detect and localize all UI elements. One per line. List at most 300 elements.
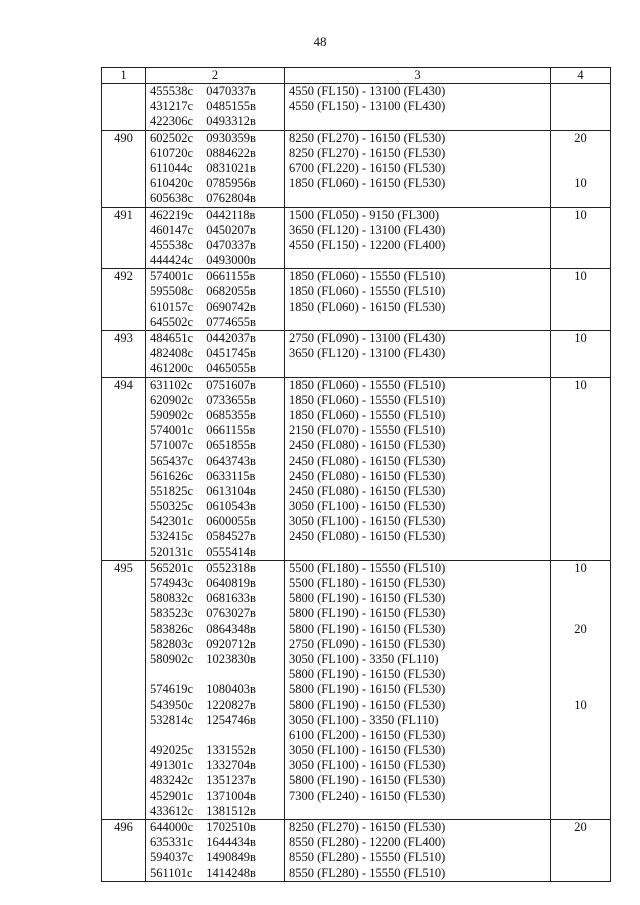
latitude: 580832c bbox=[150, 591, 194, 606]
group-row bbox=[102, 377, 611, 560]
coordinate-line bbox=[150, 131, 284, 146]
latitude: 595508c bbox=[150, 284, 194, 299]
coordinates-cell bbox=[146, 560, 285, 819]
value-line bbox=[551, 758, 610, 773]
value-line bbox=[551, 238, 610, 253]
latitude: 631102c bbox=[150, 377, 193, 392]
latitude: 462219c bbox=[150, 207, 194, 222]
coordinate-line bbox=[150, 698, 284, 713]
coordinate-line bbox=[150, 269, 284, 284]
altitude-range: 6700 (FL220) - 16150 (FL530) bbox=[289, 160, 446, 175]
value-line bbox=[551, 713, 610, 728]
latitude: 491301c bbox=[150, 758, 194, 773]
coordinate-line bbox=[150, 84, 284, 99]
coordinate-line bbox=[150, 713, 284, 728]
value-line bbox=[551, 84, 610, 99]
altitude-range bbox=[289, 361, 550, 376]
value-line: 10 bbox=[574, 697, 587, 712]
altitude-range bbox=[289, 253, 550, 268]
coordinate-line bbox=[150, 176, 284, 191]
coordinate-line bbox=[150, 866, 284, 881]
value-line bbox=[551, 529, 610, 544]
longitude: 0613104в bbox=[206, 483, 256, 498]
altitude-range bbox=[289, 114, 550, 129]
altitude-range bbox=[289, 545, 550, 560]
longitude: 1080403в bbox=[206, 682, 256, 697]
altitude-range: 1850 (FL060) - 15550 (FL510) bbox=[289, 377, 446, 392]
altitude-range: 2450 (FL080) - 16150 (FL530) bbox=[289, 483, 446, 498]
altitude-range: 5800 (FL190) - 16150 (FL530) bbox=[289, 667, 446, 682]
value-line bbox=[551, 223, 610, 238]
latitude: 583523c bbox=[150, 606, 194, 621]
longitude: 0470337в bbox=[206, 237, 256, 252]
latitude: 565201c bbox=[150, 560, 194, 575]
group-number: 495 bbox=[102, 560, 146, 819]
coordinate-line bbox=[150, 850, 284, 865]
coordinate-line bbox=[150, 789, 284, 804]
latitude: 571007c bbox=[150, 438, 194, 453]
altitude-range: 1850 (FL060) - 16150 (FL530) bbox=[289, 176, 446, 191]
coordinate-line bbox=[150, 514, 284, 529]
longitude: 1702510в bbox=[206, 820, 256, 834]
coordinate-line bbox=[150, 408, 284, 423]
value-line bbox=[551, 393, 610, 408]
value-cell bbox=[551, 331, 611, 378]
altitude-range bbox=[289, 191, 550, 206]
latitude: 433612c bbox=[150, 803, 194, 818]
longitude: 0884622в bbox=[206, 145, 256, 160]
value-line bbox=[551, 99, 610, 114]
longitude: 0552318в bbox=[206, 560, 256, 575]
value-cell bbox=[551, 130, 611, 207]
altitude-range: 3650 (FL120) - 13100 (FL430) bbox=[289, 222, 446, 237]
value-line bbox=[551, 454, 610, 469]
value-line bbox=[551, 850, 610, 865]
latitude: 542301c bbox=[150, 514, 194, 529]
coordinate-line bbox=[150, 484, 284, 499]
longitude: 0681633в bbox=[206, 591, 256, 606]
coordinate-line bbox=[150, 300, 284, 315]
longitude: 0763027в bbox=[206, 606, 256, 621]
coordinate-line bbox=[150, 146, 284, 161]
latitude: 532415c bbox=[150, 529, 194, 544]
value-line bbox=[551, 591, 610, 606]
altitude-range: 2750 (FL090) - 13100 (FL430) bbox=[289, 331, 446, 345]
coordinate-line bbox=[150, 773, 284, 788]
group-number: 490 bbox=[102, 130, 146, 207]
latitude: 543950c bbox=[150, 697, 194, 712]
altitude-cell bbox=[285, 84, 551, 131]
coordinate-line bbox=[150, 667, 284, 682]
latitude: 574619c bbox=[150, 682, 194, 697]
latitude: 561101c bbox=[150, 865, 193, 880]
value-line bbox=[551, 253, 610, 268]
coordinate-line bbox=[150, 622, 284, 637]
altitude-range: 2450 (FL080) - 16150 (FL530) bbox=[289, 468, 446, 483]
altitude-cell bbox=[285, 820, 551, 882]
altitude-range: 3050 (FL100) - 16150 (FL530) bbox=[289, 743, 446, 758]
latitude: 583826c bbox=[150, 621, 194, 636]
latitude: 645502c bbox=[150, 314, 194, 329]
latitude: 594037c bbox=[150, 850, 194, 865]
altitude-range: 5800 (FL190) - 16150 (FL530) bbox=[289, 697, 446, 712]
coordinate-line bbox=[150, 637, 284, 652]
longitude: 0493000в bbox=[206, 253, 256, 268]
value-line bbox=[551, 545, 610, 560]
coordinate-line bbox=[150, 346, 284, 361]
longitude: 0470337в bbox=[206, 84, 256, 98]
longitude: 0690742в bbox=[206, 299, 256, 314]
altitude-range: 8250 (FL270) - 16150 (FL530) bbox=[289, 820, 446, 834]
altitude-cell bbox=[285, 130, 551, 207]
group-number: 496 bbox=[102, 820, 146, 882]
value-line bbox=[551, 682, 610, 697]
latitude: 520131c bbox=[150, 544, 194, 559]
longitude: 0682055в bbox=[206, 284, 256, 299]
altitude-range: 3050 (FL100) - 3350 (FL110) bbox=[289, 712, 439, 727]
altitude-range bbox=[289, 804, 550, 819]
value-line bbox=[551, 804, 610, 819]
coordinate-line bbox=[150, 820, 284, 835]
value-line: 20 bbox=[574, 621, 587, 636]
latitude: 492025c bbox=[150, 743, 194, 758]
latitude: 483242c bbox=[150, 773, 194, 788]
altitude-range: 5800 (FL190) - 16150 (FL530) bbox=[289, 591, 446, 606]
latitude: 565437c bbox=[150, 453, 194, 468]
latitude: 444424c bbox=[150, 253, 194, 268]
value-line bbox=[551, 637, 610, 652]
value-line bbox=[551, 866, 610, 881]
group-row bbox=[102, 269, 611, 331]
coordinates-cell bbox=[146, 207, 285, 269]
altitude-range: 5800 (FL190) - 16150 (FL530) bbox=[289, 606, 446, 621]
coordinate-line bbox=[150, 652, 284, 667]
altitude-range: 1850 (FL060) - 15550 (FL510) bbox=[289, 284, 446, 299]
latitude: 455538c bbox=[150, 237, 194, 252]
longitude: 1332704в bbox=[206, 758, 256, 773]
coordinate-line bbox=[150, 529, 284, 544]
altitude-range: 4550 (FL150) - 13100 (FL430) bbox=[289, 99, 446, 114]
latitude: 610157c bbox=[150, 299, 194, 314]
value-line: 10 bbox=[574, 176, 587, 191]
coordinate-line bbox=[150, 223, 284, 238]
coordinate-line bbox=[150, 743, 284, 758]
longitude: 1490849в bbox=[206, 850, 256, 865]
altitude-range: 1850 (FL060) - 16150 (FL530) bbox=[289, 299, 446, 314]
longitude: 0920712в bbox=[206, 636, 256, 651]
altitude-cell bbox=[285, 269, 551, 331]
coordinate-line bbox=[150, 253, 284, 268]
coordinate-line bbox=[150, 438, 284, 453]
coordinate-line bbox=[150, 378, 284, 393]
altitude-range: 4550 (FL150) - 13100 (FL430) bbox=[289, 84, 446, 98]
altitude-range: 3050 (FL100) - 16150 (FL530) bbox=[289, 514, 446, 529]
coordinate-line bbox=[150, 208, 284, 223]
longitude: 1381512в bbox=[206, 803, 256, 818]
coordinate-line bbox=[150, 499, 284, 514]
longitude: 0600055в bbox=[206, 514, 256, 529]
value-line bbox=[551, 728, 610, 743]
altitude-range: 1850 (FL060) - 15550 (FL510) bbox=[289, 269, 446, 284]
longitude: 0651855в bbox=[206, 438, 256, 453]
coordinate-line bbox=[150, 161, 284, 176]
value-cell bbox=[551, 820, 611, 882]
coordinate-line bbox=[150, 393, 284, 408]
coordinates-cell bbox=[146, 820, 285, 882]
value-line bbox=[551, 361, 610, 376]
value-line bbox=[551, 576, 610, 591]
latitude: 635331c bbox=[150, 835, 194, 850]
value-line bbox=[551, 346, 610, 361]
longitude: 0584527в bbox=[206, 529, 256, 544]
latitude: 460147c bbox=[150, 222, 194, 237]
value-line bbox=[551, 408, 610, 423]
coordinate-line bbox=[150, 758, 284, 773]
altitude-range: 8250 (FL270) - 16150 (FL530) bbox=[289, 130, 446, 145]
value-line bbox=[551, 773, 610, 788]
value-line bbox=[551, 835, 610, 850]
altitude-range: 4550 (FL150) - 12200 (FL400) bbox=[289, 237, 446, 252]
coordinate-line bbox=[150, 114, 284, 129]
latitude: 610420c bbox=[150, 176, 194, 191]
longitude: 0831021в bbox=[206, 160, 256, 175]
latitude: 482408c bbox=[150, 346, 194, 361]
longitude: 0864348в bbox=[206, 621, 256, 636]
group-row bbox=[102, 331, 611, 378]
header-col-3: 3 bbox=[285, 68, 551, 84]
longitude: 0442118в bbox=[206, 207, 256, 222]
longitude: 1220827в bbox=[206, 697, 256, 712]
latitude: 620902c bbox=[150, 392, 194, 407]
value-line bbox=[551, 114, 610, 129]
altitude-range: 5800 (FL190) - 16150 (FL530) bbox=[289, 682, 446, 697]
coordinate-line bbox=[150, 331, 284, 346]
altitude-range: 5800 (FL190) - 16150 (FL530) bbox=[289, 621, 446, 636]
group-number: 492 bbox=[102, 269, 146, 331]
latitude: 551825c bbox=[150, 483, 194, 498]
coordinate-line bbox=[150, 99, 284, 114]
latitude: 580902c bbox=[150, 651, 194, 666]
altitude-range: 5800 (FL190) - 16150 (FL530) bbox=[289, 773, 446, 788]
altitude-range bbox=[289, 315, 550, 330]
altitude-range: 2450 (FL080) - 16150 (FL530) bbox=[289, 438, 446, 453]
latitude: 455538c bbox=[150, 84, 194, 98]
longitude: 0661155в bbox=[206, 423, 256, 438]
altitude-range: 2150 (FL070) - 15550 (FL510) bbox=[289, 423, 446, 438]
longitude: 1331552в bbox=[206, 743, 256, 758]
header-col-1: 1 bbox=[102, 68, 146, 84]
latitude: 582803c bbox=[150, 636, 194, 651]
longitude: 1023830в bbox=[206, 651, 256, 666]
coordinate-line bbox=[150, 606, 284, 621]
page-number: 48 bbox=[313, 34, 327, 49]
altitude-range: 1850 (FL060) - 15550 (FL510) bbox=[289, 407, 446, 422]
longitude: 0762804в bbox=[206, 191, 256, 206]
altitude-range: 2750 (FL090) - 16150 (FL530) bbox=[289, 636, 446, 651]
value-cell bbox=[551, 84, 611, 131]
group-number: 491 bbox=[102, 207, 146, 269]
latitude: 574943c bbox=[150, 576, 194, 590]
coordinates-cell bbox=[146, 269, 285, 331]
longitude: 0450207в bbox=[206, 222, 256, 237]
value-cell bbox=[551, 269, 611, 331]
group-number: 493 bbox=[102, 331, 146, 378]
latitude: 605638c bbox=[150, 191, 194, 206]
coordinate-line bbox=[150, 561, 284, 576]
longitude: 0451745в bbox=[206, 346, 256, 361]
longitude: 1644434в bbox=[206, 835, 256, 850]
value-line: 20 bbox=[574, 130, 587, 145]
coordinate-line bbox=[150, 284, 284, 299]
value-line bbox=[551, 300, 610, 315]
value-line bbox=[551, 667, 610, 682]
value-line bbox=[551, 743, 610, 758]
altitude-range: 6100 (FL200) - 16150 (FL530) bbox=[289, 727, 446, 742]
longitude: 1371004в bbox=[206, 788, 256, 803]
value-line bbox=[551, 606, 610, 621]
header-col-2: 2 bbox=[146, 68, 285, 84]
coordinate-line bbox=[150, 191, 284, 206]
latitude: 590902c bbox=[150, 407, 194, 422]
value-line bbox=[551, 161, 610, 176]
coordinate-line bbox=[150, 238, 284, 253]
coordinate-line bbox=[150, 804, 284, 819]
group-row bbox=[102, 207, 611, 269]
altitude-range: 3050 (FL100) - 16150 (FL530) bbox=[289, 499, 446, 514]
coordinate-line bbox=[150, 835, 284, 850]
altitude-cell bbox=[285, 377, 551, 560]
altitude-range: 3050 (FL100) - 3350 (FL110) bbox=[289, 651, 439, 666]
longitude: 0442037в bbox=[206, 331, 256, 345]
altitude-range: 3050 (FL100) - 16150 (FL530) bbox=[289, 758, 446, 773]
longitude: 1254746в bbox=[206, 712, 256, 727]
latitude: 431217c bbox=[150, 99, 194, 114]
value-line: 10 bbox=[574, 331, 587, 345]
header-col-4: 4 bbox=[551, 68, 611, 84]
longitude: 0733655в bbox=[206, 392, 256, 407]
altitude-range: 5500 (FL180) - 15550 (FL510) bbox=[289, 560, 446, 575]
coordinates-cell bbox=[146, 84, 285, 131]
latitude: 452901c bbox=[150, 788, 194, 803]
latitude: 610720c bbox=[150, 145, 194, 160]
value-line bbox=[551, 469, 610, 484]
coordinate-line bbox=[150, 728, 284, 743]
latitude: 574001c bbox=[150, 423, 194, 438]
altitude-cell bbox=[285, 331, 551, 378]
latitude: 484651c bbox=[150, 331, 194, 345]
longitude: 0465055в bbox=[206, 361, 256, 376]
value-line: 20 bbox=[574, 820, 587, 834]
altitude-range: 8550 (FL280) - 12200 (FL400) bbox=[289, 835, 446, 850]
longitude: 1351237в bbox=[206, 773, 256, 788]
longitude: 0785956в bbox=[206, 176, 256, 191]
value-cell bbox=[551, 207, 611, 269]
altitude-range: 2450 (FL080) - 16150 (FL530) bbox=[289, 529, 446, 544]
latitude: 561626c bbox=[150, 468, 194, 483]
longitude: 0930359в bbox=[206, 130, 256, 145]
longitude: 0640819в bbox=[206, 576, 256, 590]
value-line bbox=[551, 484, 610, 499]
value-line bbox=[551, 146, 610, 161]
altitude-range: 7300 (FL240) - 16150 (FL530) bbox=[289, 788, 446, 803]
longitude: 0555414в bbox=[206, 544, 256, 559]
altitude-range: 2450 (FL080) - 16150 (FL530) bbox=[289, 453, 446, 468]
group-row bbox=[102, 560, 611, 819]
value-line: 10 bbox=[574, 269, 587, 284]
altitude-cell bbox=[285, 207, 551, 269]
coordinate-line bbox=[150, 361, 284, 376]
coordinates-cell bbox=[146, 377, 285, 560]
latitude: 422306c bbox=[150, 114, 194, 129]
latitude: 644000c bbox=[150, 820, 194, 834]
group-row bbox=[102, 84, 611, 131]
coordinates-cell bbox=[146, 331, 285, 378]
altitude-range: 5500 (FL180) - 16150 (FL530) bbox=[289, 576, 446, 590]
longitude: 0751607в bbox=[206, 377, 256, 392]
coordinate-line bbox=[150, 545, 284, 560]
latitude: 611044c bbox=[150, 160, 193, 175]
longitude: 0633115в bbox=[206, 468, 256, 483]
group-number: 494 bbox=[102, 377, 146, 560]
value-line bbox=[551, 191, 610, 206]
altitude-range: 1500 (FL050) - 9150 (FL300) bbox=[289, 207, 439, 222]
longitude: 1414248в bbox=[206, 865, 256, 880]
value-line bbox=[551, 315, 610, 330]
altitude-range: 3650 (FL120) - 13100 (FL430) bbox=[289, 346, 446, 361]
value-line bbox=[551, 499, 610, 514]
header-row bbox=[102, 68, 611, 84]
longitude: 0643743в bbox=[206, 453, 256, 468]
value-line: 10 bbox=[574, 560, 587, 575]
longitude: 0485155в bbox=[206, 99, 256, 114]
coordinate-line bbox=[150, 469, 284, 484]
latitude: 602502c bbox=[150, 130, 194, 145]
coordinate-line bbox=[150, 576, 284, 591]
value-line: 10 bbox=[574, 377, 587, 392]
longitude: 0774655в bbox=[206, 314, 256, 329]
value-line bbox=[551, 652, 610, 667]
coordinates-table bbox=[101, 67, 611, 882]
group-number bbox=[102, 84, 146, 131]
latitude: 532814c bbox=[150, 712, 194, 727]
longitude: 0661155в bbox=[206, 269, 256, 284]
altitude-cell bbox=[285, 560, 551, 819]
value-line bbox=[551, 514, 610, 529]
value-cell bbox=[551, 560, 611, 819]
group-row bbox=[102, 820, 611, 882]
coordinate-line bbox=[150, 682, 284, 697]
longitude: 0685355в bbox=[206, 407, 256, 422]
value-cell bbox=[551, 377, 611, 560]
group-row bbox=[102, 130, 611, 207]
coordinate-line bbox=[150, 315, 284, 330]
longitude: 0610543в bbox=[206, 499, 256, 514]
coordinate-line bbox=[150, 454, 284, 469]
value-line bbox=[551, 423, 610, 438]
coordinates-cell bbox=[146, 130, 285, 207]
coordinate-line bbox=[150, 423, 284, 438]
latitude: 461200c bbox=[150, 361, 194, 376]
latitude: 550325c bbox=[150, 499, 194, 514]
altitude-range: 8550 (FL280) - 15550 (FL510) bbox=[289, 850, 446, 865]
altitude-range: 8250 (FL270) - 16150 (FL530) bbox=[289, 145, 446, 160]
value-line: 10 bbox=[574, 207, 587, 222]
value-line bbox=[551, 284, 610, 299]
value-line bbox=[551, 438, 610, 453]
value-line bbox=[551, 789, 610, 804]
coordinate-line bbox=[150, 591, 284, 606]
longitude: 0493312в bbox=[206, 114, 256, 129]
